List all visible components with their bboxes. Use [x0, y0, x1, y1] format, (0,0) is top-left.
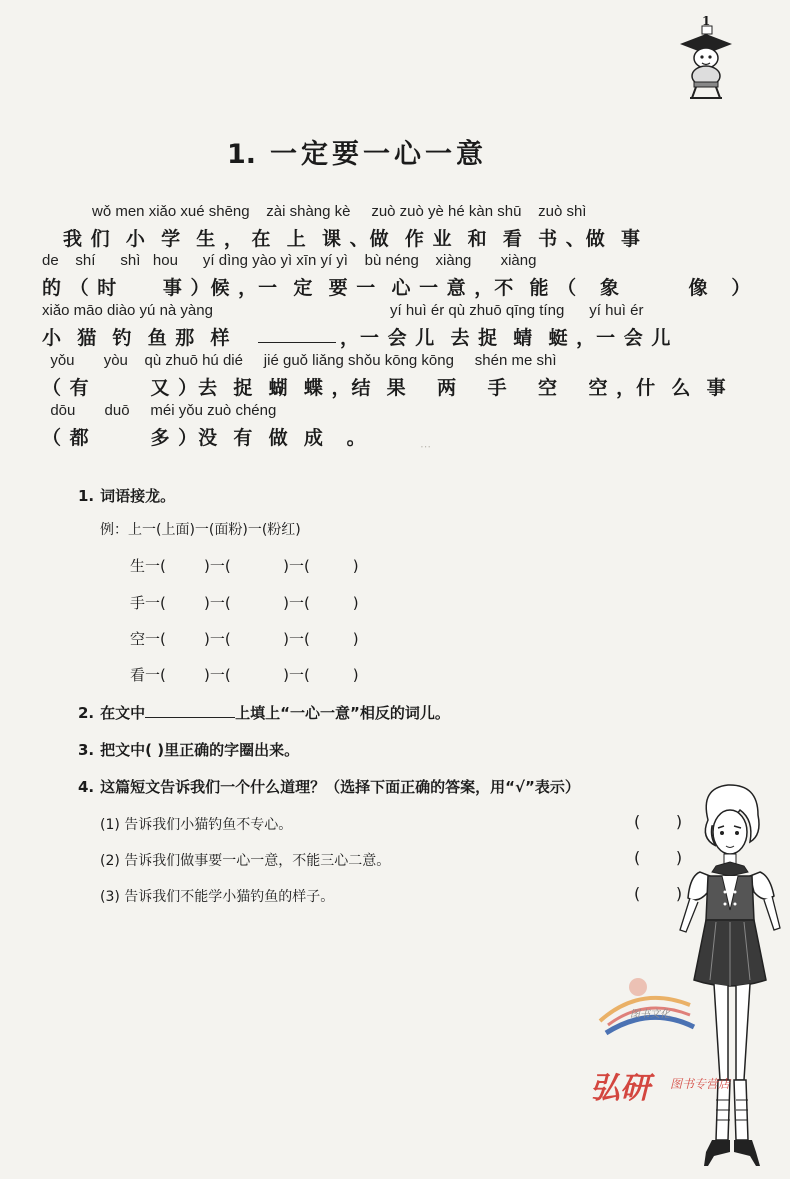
question-3-number: 3. [78, 741, 95, 759]
pinyin-line-3a: xiǎo māo diào yú nà yàng [42, 302, 213, 319]
answer-box-1[interactable]: ( ) [634, 812, 683, 831]
answer-option-1: (1) 告诉我们小猫钓鱼不专心。 [100, 817, 293, 833]
chain-row [130, 664, 359, 685]
question-4-text: 这篇短文告诉我们一个什么道理？（选择下面正确的答案，用“√”表示） [100, 778, 580, 796]
watermark-brand: 弘研 [590, 1071, 650, 1106]
question-1 [78, 485, 175, 506]
question-1-number: 1. [78, 487, 95, 505]
chain-start: 看一( [130, 666, 166, 684]
hanzi-line-4: （ 有 又 ）去 捉 蝴 蝶 ，结 果 两 手 空 空 ，什 么 事 [42, 377, 727, 399]
hanzi-line-2: 的 （ 时 事 ）候 ，一 定 要 一 心 一 意 ，不 能 （ 象 像 ） [42, 277, 752, 299]
hanzi-line-3a: 小 猫 钓 鱼 那 样 [42, 327, 231, 349]
hanzi-line-3b: ，一 会 儿 去 捉 蜻 蜓 ，一 会 儿 [340, 327, 672, 349]
chain-row [130, 592, 359, 613]
hanzi-line-5: （ 都 多 ）没 有 做 成 。 [42, 427, 367, 449]
chain-start: 手一( [130, 594, 166, 612]
watermark-sub: 图书专营店 [670, 1077, 731, 1091]
hanzi-line-1: 我 们 小 学 生 ， 在 上 课 、做 作 业 和 看 书 、做 事 [63, 228, 641, 250]
pinyin-line-5: dōu duō méi yǒu zuò chéng [42, 402, 277, 419]
chain-start: 空一( [130, 630, 166, 648]
question-2-blank[interactable] [145, 703, 235, 718]
pinyin-line-4: yǒu yòu qù zhuō hú dié jié guǒ liǎng shǒu kōng kōng shén me shì [42, 352, 557, 369]
watermark-logo [590, 975, 780, 1115]
answer-option-3: (3) 告诉我们不能学小猫钓鱼的样子。 [100, 889, 335, 905]
question-2-text-after: 上填上“一心一意”相反的词儿。 [235, 704, 450, 722]
pinyin-line-3b: yí huì ér qù zhuō qīng tíng yí huì ér [390, 302, 644, 319]
question-2 [78, 702, 450, 723]
question-3 [78, 739, 299, 760]
answer-option-2: (2) 告诉我们做事要一心一意，不能三心二意。 [100, 853, 391, 869]
chain-row [130, 628, 359, 649]
question-1-example: 例：上一(上面)一(面粉)一(粉红) [100, 522, 301, 538]
page-number: 1 [702, 14, 711, 28]
title-number: 1. [227, 139, 257, 170]
chain-blanks[interactable]: )一( )一( ) [165, 630, 359, 648]
chain-blanks[interactable]: )一( )一( ) [165, 557, 359, 575]
page-title [227, 132, 487, 171]
title-text: 一定要一心一意 [270, 139, 488, 170]
question-3-text: 把文中( )里正确的字圈出来。 [100, 741, 300, 759]
question-2-number: 2. [78, 704, 95, 722]
answer-box-2[interactable]: ( ) [634, 848, 683, 867]
question-2-text-before: 在文中 [100, 704, 146, 722]
pinyin-line-2: de shí shì hou yí dìng yào yì xīn yí yì bù néng xiàng xiàng [42, 252, 537, 269]
answer-box-3[interactable]: ( ) [634, 884, 683, 903]
question-4-number: 4. [78, 778, 95, 796]
passage-blank [258, 342, 336, 343]
watermark-arc-icon [590, 975, 780, 1045]
watermark-arc-text: 图书文化 [630, 1009, 670, 1020]
chain-row [130, 555, 359, 576]
chain-blanks[interactable]: )一( )一( ) [165, 594, 359, 612]
question-4 [78, 776, 580, 797]
chain-blanks[interactable]: )一( )一( ) [165, 666, 359, 684]
pinyin-line-1: wǒ men xiǎo xué shēng zài shàng kè zuò zuò yè hé kàn shū zuò shì [92, 203, 587, 220]
chain-start: 生一( [130, 557, 166, 575]
question-1-text: 词语接龙。 [100, 487, 176, 505]
